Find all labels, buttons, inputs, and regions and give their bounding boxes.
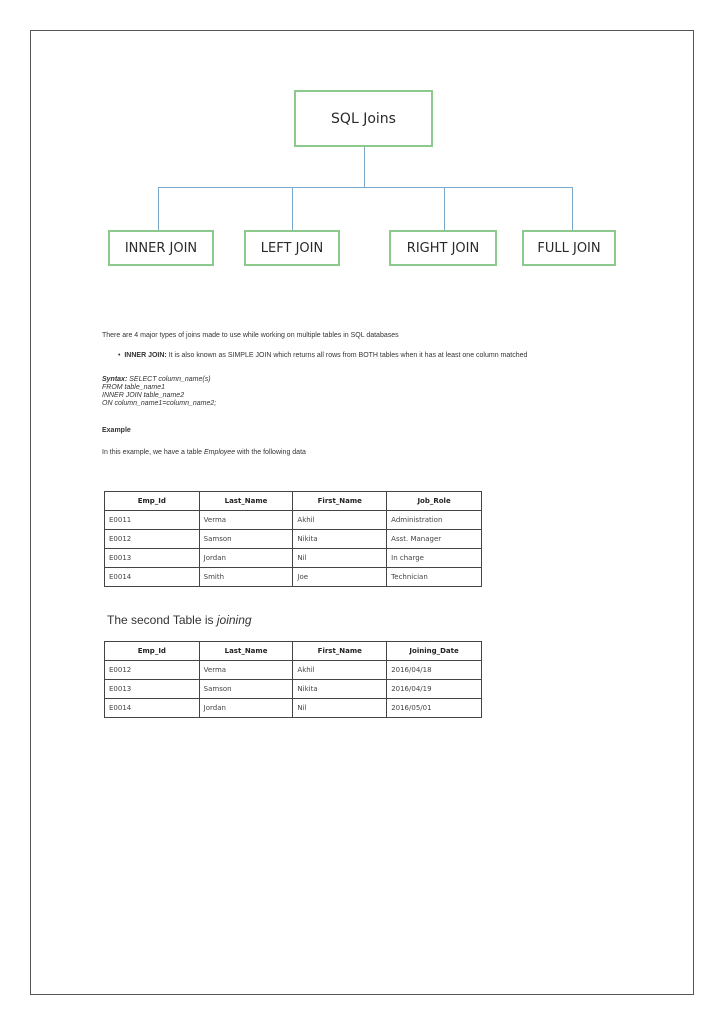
diagram-box-left-join xyxy=(244,230,340,266)
diagram-connector xyxy=(572,187,573,230)
table-cell: 2016/04/19 xyxy=(387,680,482,699)
syntax-line: ON column_name1=column_name2; xyxy=(102,400,217,407)
table-row xyxy=(105,661,482,680)
second-table-title-text: The second Table is xyxy=(107,613,217,627)
example-intro-table-name: Employee xyxy=(203,449,236,456)
diagram-connector xyxy=(364,147,365,187)
table-cell: Verma xyxy=(199,661,293,680)
column-header: Last_Name xyxy=(199,492,293,511)
table-cell: E0012 xyxy=(105,661,200,680)
table-cell: Technician xyxy=(387,568,482,587)
table-row xyxy=(105,568,482,587)
joining-table xyxy=(104,641,482,718)
inner-join-description: It is also known as SIMPLE JOIN which returns all rows from BOTH tables when it has at least one column matched xyxy=(166,352,528,359)
table-cell: 2016/04/18 xyxy=(387,661,482,680)
column-header: First_Name xyxy=(293,642,387,661)
inner-join-bullet xyxy=(118,352,527,359)
diagram-child-label: FULL JOIN xyxy=(537,240,601,256)
table-header-row xyxy=(105,492,482,511)
table-header-row xyxy=(105,642,482,661)
table-cell: Nikita xyxy=(293,680,387,699)
inner-join-term: INNER JOIN: xyxy=(124,352,167,359)
column-header: Last_Name xyxy=(199,642,293,661)
syntax-line: FROM table_name1 xyxy=(102,384,166,391)
example-intro xyxy=(102,449,306,456)
syntax-block xyxy=(102,376,216,408)
diagram-child-label: INNER JOIN xyxy=(124,240,198,256)
table-cell: E0014 xyxy=(105,699,200,718)
second-table-title xyxy=(107,613,252,627)
employee-table xyxy=(104,491,482,587)
diagram-connector xyxy=(292,187,293,230)
table-cell: Jordan xyxy=(199,699,293,718)
diagram-root-box xyxy=(294,90,433,147)
diagram-child-label: LEFT JOIN xyxy=(260,240,324,256)
table-cell: Samson xyxy=(199,530,293,549)
table-cell: Asst. Manager xyxy=(387,530,482,549)
table-row xyxy=(105,511,482,530)
table-cell: Samson xyxy=(199,680,293,699)
diagram-child-label: RIGHT JOIN xyxy=(406,240,480,256)
column-header: First_Name xyxy=(293,492,387,511)
table-cell: In charge xyxy=(387,549,482,568)
example-heading: Example xyxy=(102,427,131,434)
diagram-box-right-join xyxy=(389,230,497,266)
table-cell: E0014 xyxy=(105,568,200,587)
sql-joins-diagram xyxy=(0,0,724,300)
example-intro-text: with the following data xyxy=(235,449,306,456)
table-row xyxy=(105,549,482,568)
column-header: Emp_Id xyxy=(105,642,200,661)
table-cell: Joe xyxy=(293,568,387,587)
table-cell: Akhil xyxy=(293,511,387,530)
diagram-box-full-join xyxy=(522,230,616,266)
diagram-box-inner-join xyxy=(108,230,214,266)
table-cell: Administration xyxy=(387,511,482,530)
syntax-line: INNER JOIN table_name2 xyxy=(102,392,185,399)
table-cell: Verma xyxy=(199,511,293,530)
column-header: Joining_Date xyxy=(387,642,482,661)
diagram-root-label: SQL Joins xyxy=(331,110,396,127)
table-cell: E0013 xyxy=(105,549,200,568)
syntax-label: Syntax: xyxy=(102,376,128,383)
table-cell: Jordan xyxy=(199,549,293,568)
intro-paragraph: There are 4 major types of joins made to use while working on multiple tables in SQL databases xyxy=(102,332,399,339)
table-row xyxy=(105,699,482,718)
table-cell: Smith xyxy=(199,568,293,587)
column-header: Emp_Id xyxy=(105,492,200,511)
diagram-connector xyxy=(158,187,159,230)
table-cell: Nil xyxy=(293,699,387,718)
diagram-connector xyxy=(158,187,573,188)
table-cell: Akhil xyxy=(293,661,387,680)
table-row xyxy=(105,530,482,549)
table-row xyxy=(105,680,482,699)
table-cell: E0013 xyxy=(105,680,200,699)
second-table-title-name: joining xyxy=(216,613,252,627)
table-cell: E0011 xyxy=(105,511,200,530)
example-intro-text: In this example, we have a table xyxy=(102,449,204,456)
table-cell: E0012 xyxy=(105,530,200,549)
table-cell: 2016/05/01 xyxy=(387,699,482,718)
bullet-dot-icon: • xyxy=(118,352,125,359)
syntax-line: SELECT column_name(s) xyxy=(127,376,211,383)
column-header: Job_Role xyxy=(387,492,482,511)
diagram-connector xyxy=(444,187,445,230)
table-cell: Nikita xyxy=(293,530,387,549)
table-cell: Nil xyxy=(293,549,387,568)
